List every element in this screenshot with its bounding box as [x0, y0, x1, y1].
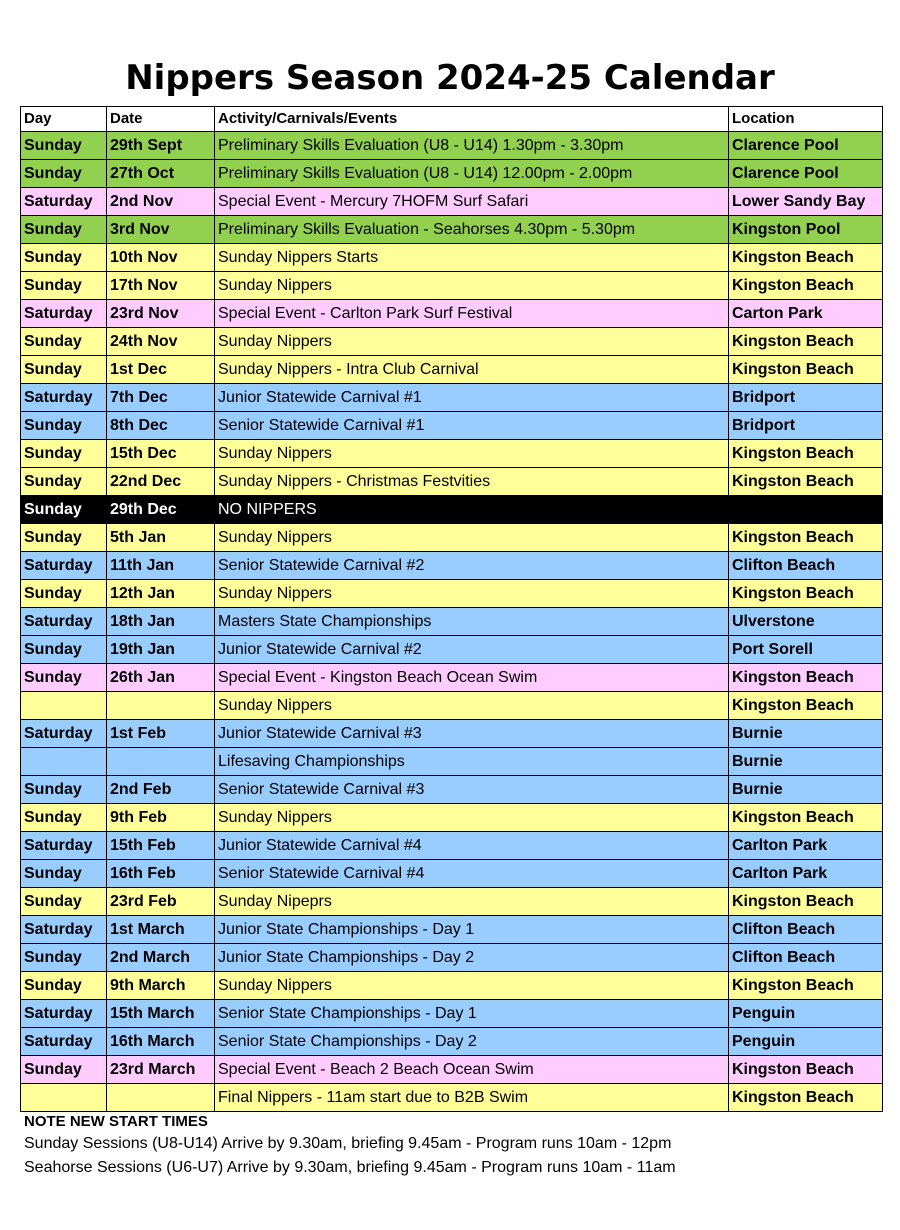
row-day — [21, 692, 107, 720]
row-activity: Preliminary Skills Evaluation (U8 - U14) 1.30pm - 3.30pm — [215, 132, 729, 160]
row-location: Burnie — [729, 720, 883, 748]
row-date: 29th Dec — [107, 496, 215, 524]
row-date — [107, 1084, 215, 1112]
row-activity: Sunday Nippers — [215, 272, 729, 300]
row-location: Carlton Park — [729, 860, 883, 888]
row-date: 2nd Nov — [107, 188, 215, 216]
row-location: Port Sorell — [729, 636, 883, 664]
row-date: 1st March — [107, 916, 215, 944]
row-location: Lower Sandy Bay — [729, 188, 883, 216]
row-day: Sunday — [21, 636, 107, 664]
table-row — [21, 1084, 883, 1112]
row-activity: Sunday Nippers — [215, 328, 729, 356]
row-day: Sunday — [21, 328, 107, 356]
row-location: Burnie — [729, 748, 883, 776]
row-activity: Junior State Championships - Day 1 — [215, 916, 729, 944]
table-row — [21, 720, 883, 748]
row-location: Kingston Beach — [729, 524, 883, 552]
row-day: Saturday — [21, 552, 107, 580]
row-date: 2nd March — [107, 944, 215, 972]
row-date: 24th Nov — [107, 328, 215, 356]
row-location: Kingston Beach — [729, 1056, 883, 1084]
table-row — [21, 748, 883, 776]
row-date: 12th Jan — [107, 580, 215, 608]
table-row — [21, 244, 883, 272]
row-day — [21, 1084, 107, 1112]
row-date: 23rd Nov — [107, 300, 215, 328]
table-row — [21, 496, 883, 524]
row-day: Sunday — [21, 132, 107, 160]
row-location: Kingston Beach — [729, 804, 883, 832]
table-row — [21, 440, 883, 468]
table-row — [21, 860, 883, 888]
row-date: 8th Dec — [107, 412, 215, 440]
table-row — [21, 1000, 883, 1028]
table-row — [21, 300, 883, 328]
row-location — [729, 496, 883, 524]
row-date: 19th Jan — [107, 636, 215, 664]
table-row — [21, 944, 883, 972]
row-day: Sunday — [21, 972, 107, 1000]
row-activity: Special Event - Mercury 7HOFM Surf Safari — [215, 188, 729, 216]
row-activity: Sunday Nippers — [215, 440, 729, 468]
row-date: 5th Jan — [107, 524, 215, 552]
row-day: Sunday — [21, 272, 107, 300]
row-day: Sunday — [21, 1056, 107, 1084]
row-date — [107, 748, 215, 776]
table-row — [21, 132, 883, 160]
row-location: Carlton Park — [729, 832, 883, 860]
row-location: Kingston Beach — [729, 468, 883, 496]
table-row — [21, 776, 883, 804]
notes-heading: NOTE NEW START TIMES — [24, 1113, 208, 1130]
row-location: Kingston Beach — [729, 1084, 883, 1112]
row-date: 2nd Feb — [107, 776, 215, 804]
table-row — [21, 384, 883, 412]
row-day: Sunday — [21, 944, 107, 972]
row-day: Sunday — [21, 664, 107, 692]
table-row — [21, 692, 883, 720]
row-date: 10th Nov — [107, 244, 215, 272]
row-location: Carton Park — [729, 300, 883, 328]
row-location: Kingston Beach — [729, 972, 883, 1000]
row-activity: Preliminary Skills Evaluation - Seahorses 4.30pm - 5.30pm — [215, 216, 729, 244]
row-activity: Sunday Nippers — [215, 692, 729, 720]
row-day: Sunday — [21, 412, 107, 440]
row-day: Sunday — [21, 524, 107, 552]
table-row — [21, 188, 883, 216]
row-date: 3rd Nov — [107, 216, 215, 244]
table-row — [21, 356, 883, 384]
row-activity: Junior Statewide Carnival #4 — [215, 832, 729, 860]
row-activity: Lifesaving Championships — [215, 748, 729, 776]
row-location: Kingston Beach — [729, 440, 883, 468]
row-date: 1st Feb — [107, 720, 215, 748]
row-day: Sunday — [21, 860, 107, 888]
row-location: Kingston Beach — [729, 664, 883, 692]
table-row — [21, 272, 883, 300]
row-location: Kingston Beach — [729, 328, 883, 356]
row-date: 9th Feb — [107, 804, 215, 832]
row-activity: Senior Statewide Carnival #4 — [215, 860, 729, 888]
row-activity: Special Event - Kingston Beach Ocean Swim — [215, 664, 729, 692]
row-date: 23rd March — [107, 1056, 215, 1084]
row-day: Sunday — [21, 468, 107, 496]
table-row — [21, 552, 883, 580]
row-date: 26th Jan — [107, 664, 215, 692]
row-date — [107, 692, 215, 720]
notes-section — [24, 1112, 884, 1180]
calendar-table — [20, 106, 883, 1112]
notes-line: Sunday Sessions (U8-U14) Arrive by 9.30am, briefing 9.45am - Program runs 10am - 12pm — [24, 1135, 672, 1152]
row-activity: Senior State Championships - Day 2 — [215, 1028, 729, 1056]
row-location: Penguin — [729, 1028, 883, 1056]
page-title: Nippers Season 2024-25 Calendar — [125, 58, 775, 98]
row-activity: Sunday Nippers - Intra Club Carnival — [215, 356, 729, 384]
row-activity: Special Event - Beach 2 Beach Ocean Swim — [215, 1056, 729, 1084]
row-day: Saturday — [21, 832, 107, 860]
row-location: Burnie — [729, 776, 883, 804]
row-day: Saturday — [21, 1028, 107, 1056]
row-date: 9th March — [107, 972, 215, 1000]
row-location: Kingston Beach — [729, 580, 883, 608]
row-date: 23rd Feb — [107, 888, 215, 916]
row-date: 11th Jan — [107, 552, 215, 580]
table-row — [21, 1028, 883, 1056]
row-activity: Sunday Nippers - Christmas Festvities — [215, 468, 729, 496]
notes-line: Seahorse Sessions (U6-U7) Arrive by 9.30am, briefing 9.45am - Program runs 10am - 11am — [24, 1159, 676, 1176]
table-row — [21, 580, 883, 608]
row-location: Kingston Beach — [729, 356, 883, 384]
row-location: Kingston Beach — [729, 272, 883, 300]
row-activity: Senior Statewide Carnival #2 — [215, 552, 729, 580]
row-activity: Sunday Nippers — [215, 580, 729, 608]
row-day: Sunday — [21, 776, 107, 804]
row-day: Sunday — [21, 244, 107, 272]
row-day: Sunday — [21, 496, 107, 524]
row-activity: Sunday Nippers — [215, 804, 729, 832]
calendar-body — [21, 132, 883, 1112]
row-location: Penguin — [729, 1000, 883, 1028]
table-row — [21, 888, 883, 916]
row-date: 1st Dec — [107, 356, 215, 384]
table-row — [21, 636, 883, 664]
row-location: Clifton Beach — [729, 552, 883, 580]
row-day: Sunday — [21, 356, 107, 384]
row-day: Sunday — [21, 580, 107, 608]
row-activity: Masters State Championships — [215, 608, 729, 636]
table-row — [21, 524, 883, 552]
row-location: Kingston Beach — [729, 888, 883, 916]
row-day: Saturday — [21, 188, 107, 216]
header-date: Date — [107, 107, 215, 132]
row-location: Clifton Beach — [729, 916, 883, 944]
row-day: Sunday — [21, 440, 107, 468]
header-activity: Activity/Carnivals/Events — [215, 107, 729, 132]
row-day: Saturday — [21, 300, 107, 328]
row-date: 29th Sept — [107, 132, 215, 160]
table-row — [21, 412, 883, 440]
row-day: Saturday — [21, 1000, 107, 1028]
row-location: Kingston Pool — [729, 216, 883, 244]
row-day: Saturday — [21, 720, 107, 748]
row-activity: NO NIPPERS — [215, 496, 729, 524]
row-activity: Junior State Championships - Day 2 — [215, 944, 729, 972]
row-activity: Senior Statewide Carnival #1 — [215, 412, 729, 440]
row-activity: Sunday Nippers — [215, 972, 729, 1000]
row-activity: Junior Statewide Carnival #3 — [215, 720, 729, 748]
row-day: Sunday — [21, 888, 107, 916]
row-date: 22nd Dec — [107, 468, 215, 496]
row-location: Clarence Pool — [729, 160, 883, 188]
table-row — [21, 1056, 883, 1084]
table-row — [21, 916, 883, 944]
table-row — [21, 832, 883, 860]
row-location: Kingston Beach — [729, 244, 883, 272]
table-header-row — [21, 107, 883, 132]
row-date: 17th Nov — [107, 272, 215, 300]
row-date: 27th Oct — [107, 160, 215, 188]
row-day: Saturday — [21, 608, 107, 636]
row-location: Clarence Pool — [729, 132, 883, 160]
row-location: Bridport — [729, 384, 883, 412]
row-date: 18th Jan — [107, 608, 215, 636]
row-activity: Sunday Nippers Starts — [215, 244, 729, 272]
table-row — [21, 664, 883, 692]
row-day: Sunday — [21, 804, 107, 832]
header-day: Day — [21, 107, 107, 132]
row-activity: Sunday Nipeprs — [215, 888, 729, 916]
row-day: Sunday — [21, 160, 107, 188]
row-activity: Senior Statewide Carnival #3 — [215, 776, 729, 804]
row-date: 16th Feb — [107, 860, 215, 888]
header-location: Location — [729, 107, 883, 132]
row-day: Sunday — [21, 216, 107, 244]
row-activity: Junior Statewide Carnival #2 — [215, 636, 729, 664]
table-row — [21, 328, 883, 356]
row-activity: Special Event - Carlton Park Surf Festival — [215, 300, 729, 328]
row-location: Kingston Beach — [729, 692, 883, 720]
table-row — [21, 804, 883, 832]
row-activity: Preliminary Skills Evaluation (U8 - U14) 12.00pm - 2.00pm — [215, 160, 729, 188]
table-row — [21, 160, 883, 188]
row-activity: Sunday Nippers — [215, 524, 729, 552]
row-location: Clifton Beach — [729, 944, 883, 972]
table-row — [21, 608, 883, 636]
row-day — [21, 748, 107, 776]
row-day: Saturday — [21, 916, 107, 944]
row-activity: Senior State Championships - Day 1 — [215, 1000, 729, 1028]
row-date: 15th March — [107, 1000, 215, 1028]
table-row — [21, 468, 883, 496]
row-location: Ulverstone — [729, 608, 883, 636]
row-activity: Final Nippers - 11am start due to B2B Swim — [215, 1084, 729, 1112]
row-activity: Junior Statewide Carnival #1 — [215, 384, 729, 412]
table-row — [21, 972, 883, 1000]
row-day: Saturday — [21, 384, 107, 412]
row-date: 15th Dec — [107, 440, 215, 468]
table-row — [21, 216, 883, 244]
row-date: 7th Dec — [107, 384, 215, 412]
row-date: 15th Feb — [107, 832, 215, 860]
row-date: 16th March — [107, 1028, 215, 1056]
row-location: Bridport — [729, 412, 883, 440]
